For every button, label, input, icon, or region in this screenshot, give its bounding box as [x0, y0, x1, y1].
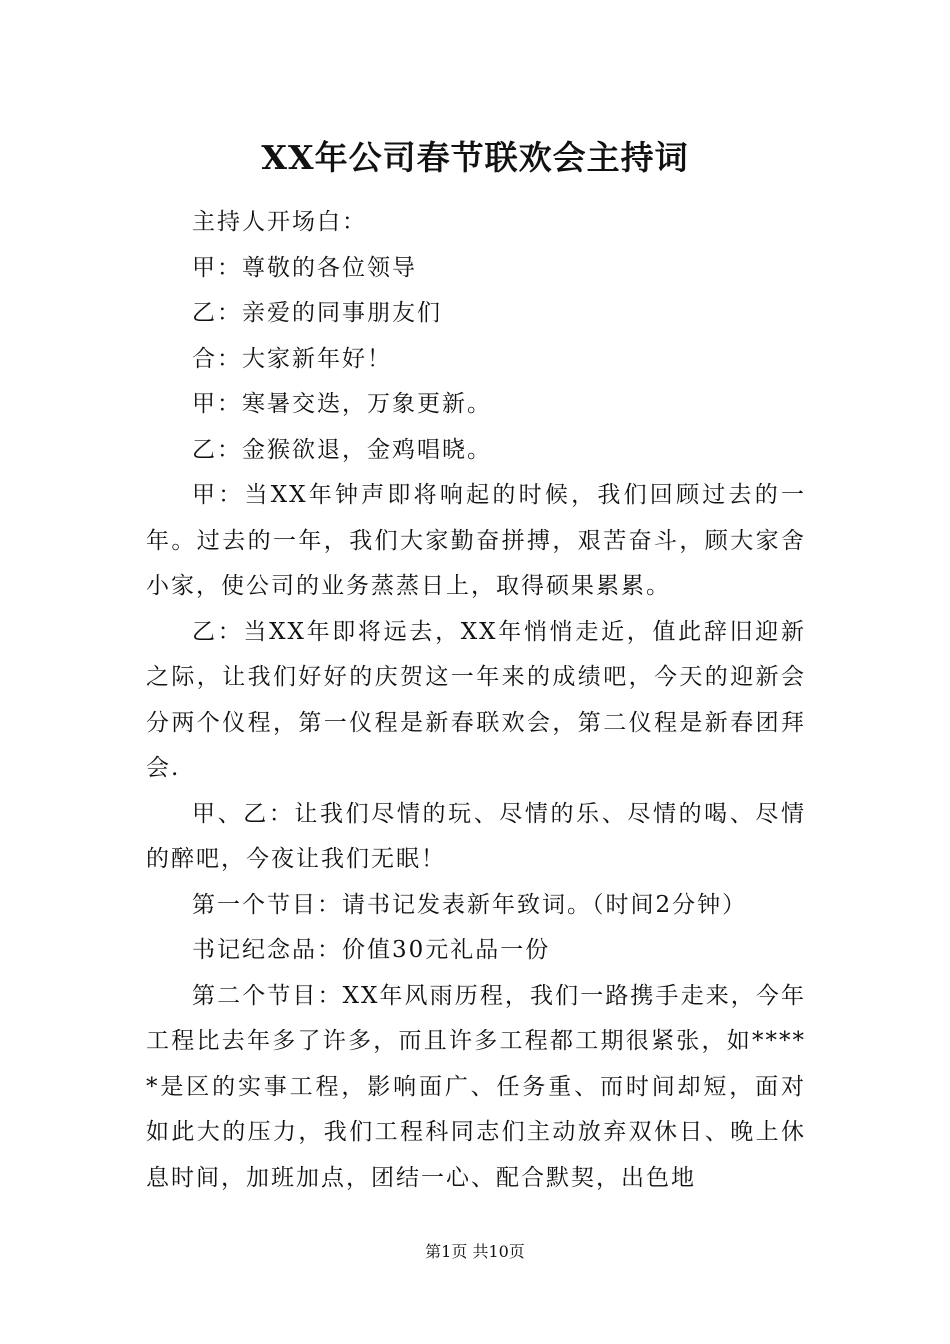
- document-title: XX年公司春节联欢会主持词: [261, 138, 689, 177]
- paragraph: 主持人开场白：: [192, 209, 367, 235]
- paragraph: 书记纪念品：价值30元礼品一份: [192, 937, 551, 963]
- document-body: [146, 200, 806, 1201]
- paragraph: 第二个节目：XX年风雨历程，我们一路携手走来，今年工程比去年多了许多，而且许多工程都工期很紧张，如*****是区的实事工程，影响面广、任务重、而时间却短，面对如此大的压力，我们工程科同志们主动放弃双休日、晚上休息时间，加班加点，团结一心、配合默契，出色地: [146, 982, 806, 1191]
- paragraph: 合：大家新年好！: [192, 345, 392, 372]
- paragraph: 乙：金猴欲退，金鸡唱晓。: [192, 436, 492, 463]
- paragraph: 甲：尊敬的各位领导: [192, 254, 417, 281]
- page-number-footer: 第1页 共10页: [425, 1242, 525, 1261]
- paragraph: 乙：当XX年即将远去，XX年悄悄走近，值此辞旧迎新之际，让我们好好的庆贺这一年来的成绩吧，今天的迎新会分两个仪程，第一仪程是新春联欢会，第二仪程是新春团拜会.: [146, 618, 806, 781]
- paragraph: 甲：当XX年钟声即将响起的时候，我们回顾过去的一年。过去的一年，我们大家勤奋拼搏，艰苦奋斗，顾大家舍小家，使公司的业务蒸蒸日上，取得硕果累累。: [146, 482, 806, 599]
- paragraph: 甲、乙：让我们尽情的玩、尽情的乐、尽情的喝、尽情的醉吧，今夜让我们无眠！: [146, 800, 806, 872]
- paragraph: 第一个节目：请书记发表新年致词。（时间2分钟）: [192, 891, 748, 918]
- paragraph: 乙：亲爱的同事朋友们: [192, 300, 442, 326]
- paragraph: 甲：寒暑交迭，万象更新。: [192, 391, 492, 417]
